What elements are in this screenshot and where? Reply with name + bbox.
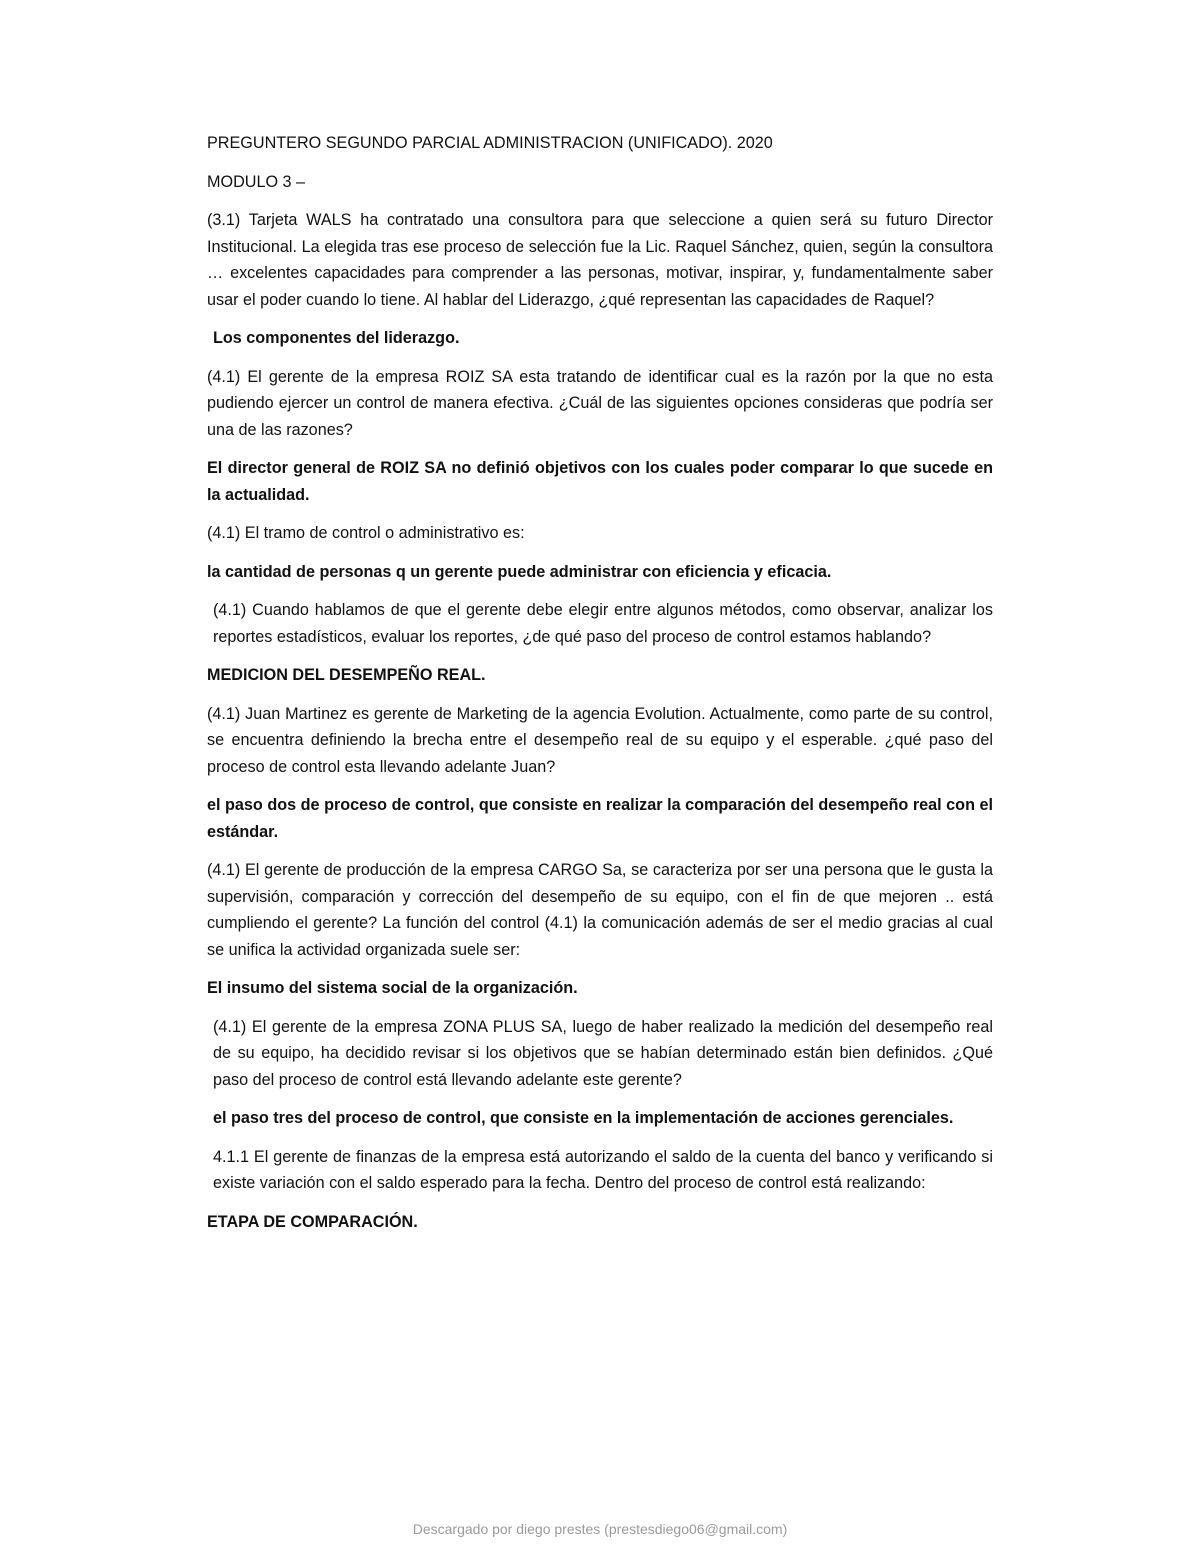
question-7: (4.1) El gerente de la empresa ZONA PLUS SA, luego de haber realizado la medición del desempeño real de su equipo, ha decidido revisar si los objetivos que se habían determinado están bien definidos. ¿Qué paso del proceso de control está llevando adelante este gerente?	[213, 1017, 993, 1089]
document-body	[207, 130, 993, 1247]
question-2: (4.1) El gerente de la empresa ROIZ SA esta tratando de identificar cual es la razón por la que no esta pudiendo ejercer un control de manera efectiva. ¿Cuál de las siguientes opciones consideras que podría ser una de las razones?	[207, 367, 993, 439]
question-8: 4.1.1 El gerente de finanzas de la empresa está autorizando el saldo de la cuenta del banco y verificando si existe variación con el saldo esperado para la fecha. Dentro del proceso de control está realizando:	[213, 1147, 993, 1192]
answer-7: el paso tres del proceso de control, que consiste en la implementación de acciones gerenciales.	[213, 1109, 954, 1127]
document-title: PREGUNTERO SEGUNDO PARCIAL ADMINISTRACION (UNIFICADO). 2020	[207, 134, 773, 152]
question-4: (4.1) Cuando hablamos de que el gerente debe elegir entre algunos métodos, como observar, analizar los reportes estadísticos, evaluar los reportes, ¿de qué paso del proceso de control estamos hablando?	[213, 601, 993, 646]
question-3: (4.1) El tramo de control o administrativo es:	[207, 524, 525, 542]
question-5: (4.1) Juan Martinez es gerente de Marketing de la agencia Evolution. Actualmente, como parte de su control, se encuentra definiendo la brecha entre el desempeño real de su equipo y el esperable. ¿qué paso del proceso de control esta llevando adelante Juan?	[207, 704, 993, 776]
answer-6: El insumo del sistema social de la organización.	[207, 979, 578, 997]
download-footer: Descargado por diego prestes (prestesdiego06@gmail.com)	[412, 1521, 788, 1537]
answer-4: MEDICION DEL DESEMPEÑO REAL.	[207, 666, 486, 684]
answer-1: Los componentes del liderazgo.	[213, 329, 460, 347]
answer-3: la cantidad de personas q un gerente puede administrar con eficiencia y eficacia.	[207, 562, 832, 581]
answer-5: el paso dos de proceso de control, que consiste en realizar la comparación del desempeño real con el estándar.	[207, 796, 993, 841]
answer-8: ETAPA DE COMPARACIÓN.	[207, 1212, 418, 1231]
module-heading: MODULO 3 –	[207, 172, 306, 191]
answer-2: El director general de ROIZ SA no definió objetivos con los cuales poder comparar lo que sucede en la actualidad.	[207, 459, 993, 504]
question-1: (3.1) Tarjeta WALS ha contratado una consultora para que seleccione a quien será su futuro Director Institucional. La elegida tras ese proceso de selección fue la Lic. Raquel Sánchez, quien, según la consultora … excelentes capacidades para comprender a las personas, motivar, inspirar, y, fundamentalmente saber usar el poder cuando lo tiene. Al hablar del Liderazgo, ¿qué representan las capacidades de Raquel?	[207, 211, 993, 309]
question-6: (4.1) El gerente de producción de la empresa CARGO Sa, se caracteriza por ser una persona que le gusta la supervisión, comparación y corrección del desempeño de su equipo, con el fin de que mejoren .. está cumpliendo el gerente? La función del control (4.1) la comunicación además de ser el medio gracias al cual se unifica la actividad organizada suele ser:	[207, 861, 993, 959]
